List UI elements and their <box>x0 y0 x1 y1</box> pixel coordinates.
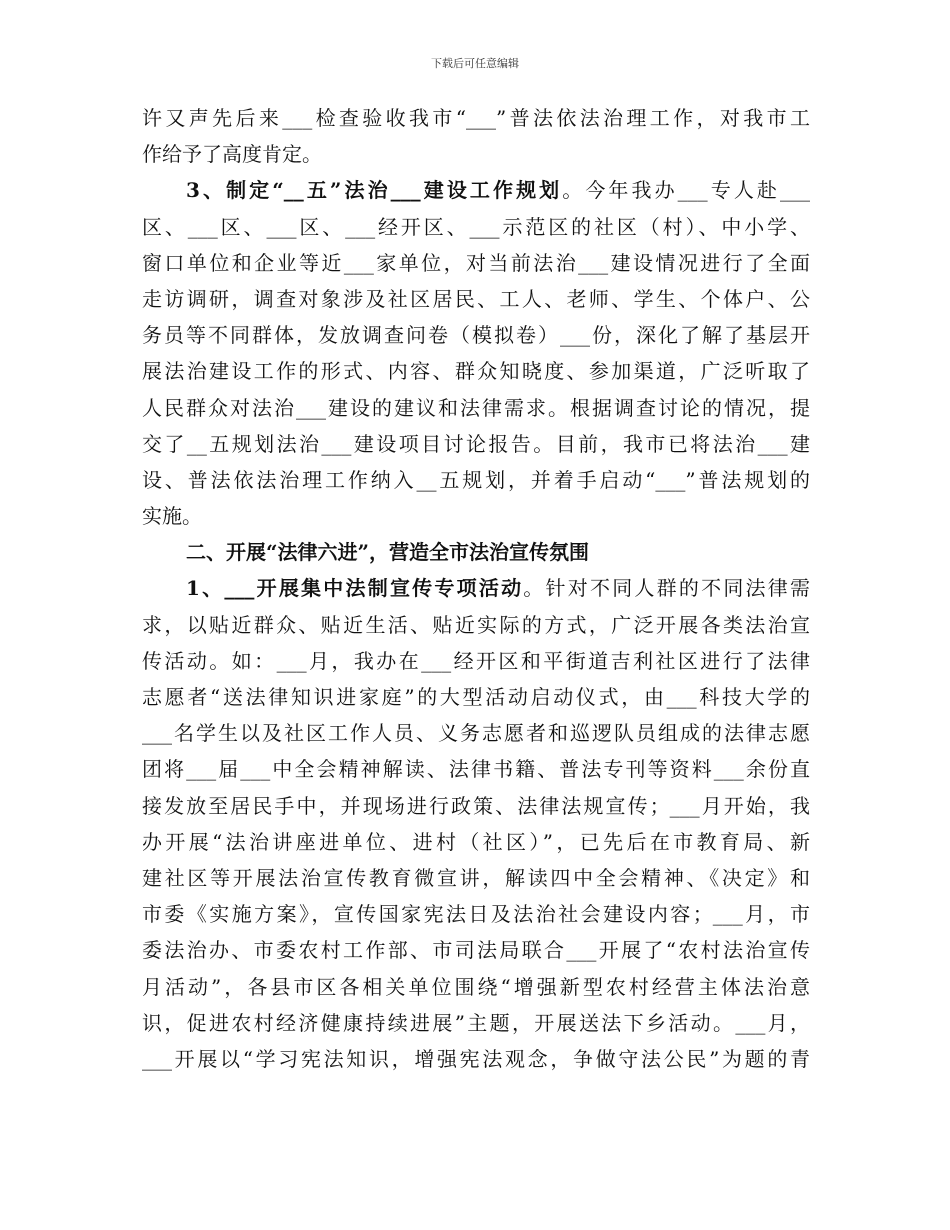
text-line: 市委《实施方案》，宣传国家宪法日及法治社会建设内容；___月，市 <box>142 902 810 927</box>
text-line: 办开展“法治讲座进单位、进村（社区）”，已先后在市教育局、新 <box>142 829 810 854</box>
text-line: 展法治建设工作的形式、内容、群众知晓度、参加渠道，广泛听取了 <box>142 359 810 384</box>
paragraph-1-first-line <box>142 570 810 606</box>
paragraph-3-first-line <box>142 172 810 208</box>
page-header: 下载后可任意编辑 <box>431 57 519 70</box>
text-line: ___开展以“学习宪法知识，增强宪法观念，争做守法公民”为题的青 <box>142 1046 810 1071</box>
text-line: ___名学生以及社区工作人员、义务志愿者和巡逻队员组成的法律志愿 <box>142 721 810 746</box>
text-line: 月活动”，各县市区各相关单位围绕“增强新型农村经营主体法治意 <box>142 974 810 999</box>
paragraph-3-lead: 。今年我办___专人赴___ <box>562 178 810 203</box>
text-line: 交了__五规划法治___建设项目讨论报告。目前，我市已将法治___建 <box>142 431 810 456</box>
text-line: 作给予了高度肯定。 <box>142 142 322 167</box>
text-line: 传活动。如：___月，我办在___经开区和平街道吉利社区进行了法律 <box>142 648 810 673</box>
text-line: 人民群众对法治___建设的建议和法律需求。根据调查讨论的情况，提 <box>142 395 810 420</box>
paragraph-1-title: 1、___开展集中法制宣传专项活动 <box>186 576 524 601</box>
text-line: 实施。 <box>142 504 202 529</box>
text-line: 识，促进农村经济健康持续进展”主题，开展送法下乡活动。___月， <box>142 1010 810 1035</box>
text-line: 委法治办、市委农村工作部、市司法局联合___开展了“农村法治宣传 <box>142 938 810 963</box>
text-line: 团将___届___中全会精神解读、法律书籍、普法专刊等资料___余份直 <box>142 757 810 782</box>
text-line: 求，以贴近群众、贴近生活、贴近实际的方式，广泛开展各类法治宣 <box>142 612 810 637</box>
text-line: 走访调研，调查对象涉及社区居民、工人、老师、学生、个体户、公 <box>142 286 810 311</box>
text-line: 务员等不同群体，发放调查问卷（模拟卷）___份，深化了解了基层开 <box>142 323 810 348</box>
text-line: 许又声先后来___检查验收我市“___”普法依法治理工作，对我市工 <box>142 106 810 130</box>
text-line: 建社区等开展法治宣传教育微宣讲，解读四中全会精神、《决定》和 <box>142 865 810 890</box>
text-line: 设、普法依法治理工作纳入__五规划，并着手启动“___”普法规划的 <box>142 467 810 492</box>
document-body <box>142 100 810 1077</box>
text-line: 窗口单位和企业等近___家单位，对当前法治___建设情况进行了全面 <box>142 250 810 275</box>
text-line: 接发放至居民手中，并现场进行政策、法律法规宣传；___月开始，我 <box>142 793 810 818</box>
text-line: 区、___区、___区、___经开区、___示范区的社区（村）、中小学、 <box>142 214 810 239</box>
section-heading: 二、开展“法律六进”，营造全市法治宣传氛围 <box>186 540 590 565</box>
text-line: 志愿者“送法律知识进家庭”的大型活动启动仪式，由___科技大学的 <box>142 685 810 709</box>
paragraph-1-lead: 。针对不同人群的不同法律需 <box>523 576 810 601</box>
paragraph-3-title: 3、制定“__五”法治___建设工作规划 <box>186 178 563 203</box>
